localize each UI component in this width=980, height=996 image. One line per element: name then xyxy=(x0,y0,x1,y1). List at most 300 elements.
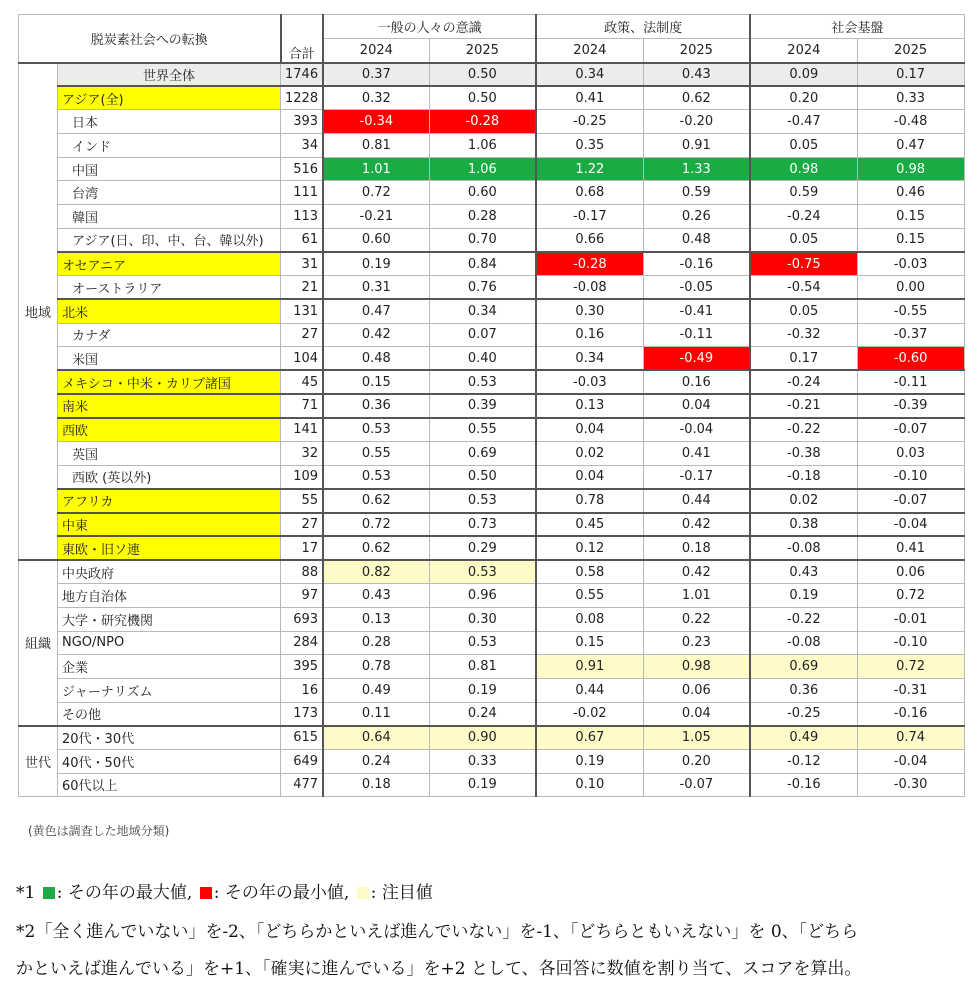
score-cell: 0.72 xyxy=(857,655,964,679)
score-cell: 0.36 xyxy=(323,394,429,418)
score-cell: -0.20 xyxy=(643,110,750,134)
score-cell: -0.32 xyxy=(750,323,857,347)
score-cell: 1.33 xyxy=(643,157,750,181)
table-row xyxy=(19,323,965,347)
row-label: 米国 xyxy=(58,347,281,371)
row-label: 中東 xyxy=(58,513,281,537)
score-cell: 0.43 xyxy=(750,560,857,584)
score-cell: -0.34 xyxy=(323,110,429,134)
count-cell: 104 xyxy=(281,347,324,371)
score-cell: 0.30 xyxy=(429,607,536,631)
score-cell: 0.50 xyxy=(429,63,536,87)
score-cell: 0.62 xyxy=(643,86,750,110)
count-cell: 71 xyxy=(281,394,324,418)
score-cell: -0.07 xyxy=(857,489,964,513)
score-cell: 0.18 xyxy=(643,536,750,560)
count-cell: 395 xyxy=(281,655,324,679)
score-cell: 0.02 xyxy=(750,489,857,513)
score-cell: 0.76 xyxy=(429,276,536,300)
count-cell: 109 xyxy=(281,465,324,489)
score-cell: 0.12 xyxy=(536,536,643,560)
score-cell: 0.96 xyxy=(429,584,536,608)
score-cell: 0.81 xyxy=(429,655,536,679)
footnote-1-mark: *1 xyxy=(16,883,36,903)
score-cell: 0.60 xyxy=(429,181,536,205)
score-cell: -0.24 xyxy=(750,205,857,229)
score-cell: 0.13 xyxy=(536,394,643,418)
score-cell: -0.31 xyxy=(857,678,964,702)
score-cell: 0.60 xyxy=(323,228,429,252)
score-cell: 0.41 xyxy=(857,536,964,560)
score-cell: 0.15 xyxy=(857,205,964,229)
table-row xyxy=(19,560,965,584)
focus-color-swatch xyxy=(357,887,369,899)
count-cell: 27 xyxy=(281,513,324,537)
table-row xyxy=(19,394,965,418)
score-cell: 0.05 xyxy=(750,299,857,323)
score-cell: 0.17 xyxy=(750,347,857,371)
score-cell: 0.16 xyxy=(536,323,643,347)
score-cell: 0.40 xyxy=(429,347,536,371)
score-cell: 0.98 xyxy=(857,157,964,181)
score-cell: 0.53 xyxy=(323,418,429,442)
score-cell: 0.68 xyxy=(536,181,643,205)
score-cell: -0.12 xyxy=(750,749,857,773)
count-cell: 393 xyxy=(281,110,324,134)
score-cell: -0.07 xyxy=(643,773,750,797)
score-cell: -0.10 xyxy=(857,465,964,489)
score-cell: 0.33 xyxy=(857,86,964,110)
table-row xyxy=(19,228,965,252)
table-row xyxy=(19,347,965,371)
score-cell: 0.34 xyxy=(536,347,643,371)
score-cell: 0.32 xyxy=(323,86,429,110)
score-cell: 0.04 xyxy=(643,702,750,726)
count-cell: 27 xyxy=(281,323,324,347)
count-cell: 693 xyxy=(281,607,324,631)
score-cell: -0.11 xyxy=(857,370,964,394)
count-cell: 97 xyxy=(281,584,324,608)
score-cell: 0.06 xyxy=(857,560,964,584)
score-cell: 0.81 xyxy=(323,134,429,158)
count-cell: 1746 xyxy=(281,63,324,87)
score-cell: -0.75 xyxy=(750,252,857,276)
group-header-infrastructure: 社会基盤 xyxy=(750,15,964,39)
row-label: 大学・研究機関 xyxy=(58,607,281,631)
table-row xyxy=(19,749,965,773)
score-cell: -0.11 xyxy=(643,323,750,347)
row-label: 中央政府 xyxy=(58,560,281,584)
score-cell: 0.42 xyxy=(323,323,429,347)
score-cell: 0.24 xyxy=(323,749,429,773)
score-cell: 0.16 xyxy=(643,370,750,394)
table-row xyxy=(19,584,965,608)
score-cell: 0.15 xyxy=(323,370,429,394)
row-label: 西欧 (英以外) xyxy=(58,465,281,489)
table-row xyxy=(19,110,965,134)
score-cell: 0.49 xyxy=(750,726,857,750)
score-cell: -0.08 xyxy=(536,276,643,300)
score-cell: 0.04 xyxy=(536,465,643,489)
score-cell: -0.48 xyxy=(857,110,964,134)
score-cell: -0.03 xyxy=(536,370,643,394)
count-cell: 45 xyxy=(281,370,324,394)
footnote-2-line-1: *2「全く進んでいない」を-2、「どちらかといえば進んでいない」を-1、「どちらともいえない」を 0、「どちら xyxy=(16,922,859,942)
score-cell: 0.55 xyxy=(536,584,643,608)
score-cell: 0.84 xyxy=(429,252,536,276)
table-row xyxy=(19,513,965,537)
score-cell: 0.31 xyxy=(323,276,429,300)
score-cell: 0.43 xyxy=(643,63,750,87)
row-label: 東欧・旧ソ連 xyxy=(58,536,281,560)
row-label: 中国 xyxy=(58,157,281,181)
min-color-swatch xyxy=(200,887,212,899)
score-cell: 0.17 xyxy=(857,63,964,87)
score-cell: -0.22 xyxy=(750,607,857,631)
row-label: 南米 xyxy=(58,394,281,418)
score-cell: -0.21 xyxy=(323,205,429,229)
score-cell: -0.55 xyxy=(857,299,964,323)
score-cell: -0.22 xyxy=(750,418,857,442)
score-cell: 0.55 xyxy=(429,418,536,442)
score-cell: 0.19 xyxy=(750,584,857,608)
count-cell: 111 xyxy=(281,181,324,205)
score-cell: 0.47 xyxy=(857,134,964,158)
row-label: 英国 xyxy=(58,442,281,466)
count-cell: 55 xyxy=(281,489,324,513)
score-cell: -0.30 xyxy=(857,773,964,797)
score-cell: 0.90 xyxy=(429,726,536,750)
score-cell: 0.35 xyxy=(536,134,643,158)
score-cell: 0.98 xyxy=(643,655,750,679)
score-cell: 0.06 xyxy=(643,678,750,702)
score-cell: 0.04 xyxy=(643,394,750,418)
row-label: オセアニア xyxy=(58,252,281,276)
score-cell: 0.72 xyxy=(323,181,429,205)
score-cell: -0.16 xyxy=(643,252,750,276)
table-row xyxy=(19,702,965,726)
score-cell: -0.24 xyxy=(750,370,857,394)
count-cell: 141 xyxy=(281,418,324,442)
score-cell: 0.50 xyxy=(429,465,536,489)
count-header: 合計 xyxy=(281,15,324,63)
score-cell: -0.41 xyxy=(643,299,750,323)
score-cell: 0.33 xyxy=(429,749,536,773)
footnote-min-label: : その年の最小値, xyxy=(213,883,350,903)
count-cell: 113 xyxy=(281,205,324,229)
score-cell: -0.05 xyxy=(643,276,750,300)
footnote-1 xyxy=(16,878,433,903)
count-cell: 1228 xyxy=(281,86,324,110)
score-cell: 0.38 xyxy=(750,513,857,537)
score-cell: 0.05 xyxy=(750,228,857,252)
score-cell: 0.18 xyxy=(323,773,429,797)
score-cell: 0.30 xyxy=(536,299,643,323)
score-cell: 1.05 xyxy=(643,726,750,750)
score-cell: 0.50 xyxy=(429,86,536,110)
score-cell: 0.08 xyxy=(536,607,643,631)
score-cell: 0.19 xyxy=(429,678,536,702)
score-cell: 0.22 xyxy=(643,607,750,631)
count-cell: 17 xyxy=(281,536,324,560)
score-cell: 0.07 xyxy=(429,323,536,347)
count-cell: 88 xyxy=(281,560,324,584)
score-cell: 0.98 xyxy=(750,157,857,181)
score-cell: 0.04 xyxy=(536,418,643,442)
score-cell: -0.25 xyxy=(750,702,857,726)
table-row xyxy=(19,536,965,560)
score-cell: 0.15 xyxy=(857,228,964,252)
score-cell: 0.91 xyxy=(536,655,643,679)
score-cell: 0.36 xyxy=(750,678,857,702)
table-row xyxy=(19,86,965,110)
footnote-2-line-2: かといえば進んでいる」を+1、「確実に進んでいる」を+2 として、各回答に数値を割り当て、スコアを算出。 xyxy=(16,959,862,979)
table-row xyxy=(19,252,965,276)
score-cell: 0.43 xyxy=(323,584,429,608)
table-body xyxy=(19,63,965,797)
score-cell: 0.53 xyxy=(323,465,429,489)
score-cell: -0.01 xyxy=(857,607,964,631)
row-label: 世界全体 xyxy=(58,63,281,87)
score-cell: -0.08 xyxy=(750,536,857,560)
row-label: カナダ xyxy=(58,323,281,347)
score-cell: 0.19 xyxy=(429,773,536,797)
score-cell: 0.70 xyxy=(429,228,536,252)
table-row xyxy=(19,678,965,702)
table-row xyxy=(19,299,965,323)
score-cell: 0.19 xyxy=(323,252,429,276)
row-label: アジア(日、印、中、台、韓以外) xyxy=(58,228,281,252)
score-cell: 0.41 xyxy=(536,86,643,110)
score-cell: 0.24 xyxy=(429,702,536,726)
table-row xyxy=(19,607,965,631)
score-cell: 0.42 xyxy=(643,513,750,537)
score-cell: 0.37 xyxy=(323,63,429,87)
table-row xyxy=(19,773,965,797)
row-label: 地方自治体 xyxy=(58,584,281,608)
score-cell: -0.17 xyxy=(536,205,643,229)
row-label: 20代・30代 xyxy=(58,726,281,750)
table-row xyxy=(19,655,965,679)
count-cell: 284 xyxy=(281,631,324,655)
section-label: 世代 xyxy=(19,726,58,797)
score-cell: 0.46 xyxy=(857,181,964,205)
table-row xyxy=(19,726,965,750)
score-cell: 0.19 xyxy=(536,749,643,773)
group-header-policy: 政策、法制度 xyxy=(536,15,750,39)
count-cell: 32 xyxy=(281,442,324,466)
row-label: メキシコ・中米・カリブ諸国 xyxy=(58,370,281,394)
row-label: 台湾 xyxy=(58,181,281,205)
score-cell: -0.04 xyxy=(643,418,750,442)
score-cell: 0.72 xyxy=(323,513,429,537)
score-cell: 1.01 xyxy=(323,157,429,181)
score-cell: 0.78 xyxy=(536,489,643,513)
year-header: 2025 xyxy=(429,39,536,63)
score-cell: 0.59 xyxy=(643,181,750,205)
score-cell: 0.53 xyxy=(429,370,536,394)
table-row xyxy=(19,205,965,229)
table-row xyxy=(19,157,965,181)
group-header-public: 一般の人々の意識 xyxy=(323,15,536,39)
score-cell: 0.20 xyxy=(750,86,857,110)
row-label: 企業 xyxy=(58,655,281,679)
score-cell: 0.00 xyxy=(857,276,964,300)
score-cell: 0.28 xyxy=(429,205,536,229)
score-cell: -0.16 xyxy=(857,702,964,726)
score-cell: -0.17 xyxy=(643,465,750,489)
table-row xyxy=(19,418,965,442)
score-cell: 0.64 xyxy=(323,726,429,750)
score-cell: 0.44 xyxy=(536,678,643,702)
score-cell: -0.21 xyxy=(750,394,857,418)
score-cell: 0.10 xyxy=(536,773,643,797)
year-header: 2024 xyxy=(323,39,429,63)
footnote-focus-label: : 注目値 xyxy=(370,883,433,903)
table-row xyxy=(19,442,965,466)
count-cell: 61 xyxy=(281,228,324,252)
row-label: アフリカ xyxy=(58,489,281,513)
count-cell: 31 xyxy=(281,252,324,276)
row-label: ジャーナリズム xyxy=(58,678,281,702)
score-cell: -0.38 xyxy=(750,442,857,466)
score-cell: -0.28 xyxy=(429,110,536,134)
score-cell: 0.66 xyxy=(536,228,643,252)
score-cell: -0.28 xyxy=(536,252,643,276)
table-row xyxy=(19,370,965,394)
score-cell: -0.54 xyxy=(750,276,857,300)
score-cell: 0.62 xyxy=(323,489,429,513)
row-label: 北米 xyxy=(58,299,281,323)
count-cell: 131 xyxy=(281,299,324,323)
score-cell: 0.59 xyxy=(750,181,857,205)
score-cell: -0.16 xyxy=(750,773,857,797)
score-cell: -0.08 xyxy=(750,631,857,655)
section-label: 組織 xyxy=(19,560,58,726)
count-cell: 21 xyxy=(281,276,324,300)
year-header: 2024 xyxy=(750,39,857,63)
score-cell: 0.23 xyxy=(643,631,750,655)
score-cell: 1.06 xyxy=(429,157,536,181)
section-label: 地域 xyxy=(19,63,58,560)
score-cell: -0.04 xyxy=(857,513,964,537)
table-title: 脱炭素社会への転換 xyxy=(19,15,281,63)
count-cell: 649 xyxy=(281,749,324,773)
score-cell: 0.15 xyxy=(536,631,643,655)
count-cell: 16 xyxy=(281,678,324,702)
row-label: その他 xyxy=(58,702,281,726)
score-cell: 0.67 xyxy=(536,726,643,750)
max-color-swatch xyxy=(43,887,55,899)
score-cell: 0.20 xyxy=(643,749,750,773)
score-cell: 0.34 xyxy=(429,299,536,323)
score-cell: 0.03 xyxy=(857,442,964,466)
row-label: 40代・50代 xyxy=(58,749,281,773)
score-cell: 0.78 xyxy=(323,655,429,679)
row-label: 60代以上 xyxy=(58,773,281,797)
score-cell: -0.60 xyxy=(857,347,964,371)
score-cell: 0.02 xyxy=(536,442,643,466)
count-cell: 173 xyxy=(281,702,324,726)
table-row xyxy=(19,465,965,489)
score-cell: 0.72 xyxy=(857,584,964,608)
year-header: 2024 xyxy=(536,39,643,63)
score-cell: 0.74 xyxy=(857,726,964,750)
year-header: 2025 xyxy=(643,39,750,63)
score-cell: 0.09 xyxy=(750,63,857,87)
count-cell: 516 xyxy=(281,157,324,181)
score-cell: -0.49 xyxy=(643,347,750,371)
score-cell: -0.25 xyxy=(536,110,643,134)
table-row xyxy=(19,489,965,513)
score-cell: 0.53 xyxy=(429,631,536,655)
score-cell: 0.82 xyxy=(323,560,429,584)
score-table xyxy=(18,14,965,797)
table-header xyxy=(19,15,965,63)
score-cell: -0.18 xyxy=(750,465,857,489)
year-header: 2025 xyxy=(857,39,964,63)
score-cell: 1.01 xyxy=(643,584,750,608)
footnote-max-label: : その年の最大値, xyxy=(56,883,193,903)
score-cell: 0.69 xyxy=(429,442,536,466)
table-row xyxy=(19,181,965,205)
score-cell: 0.44 xyxy=(643,489,750,513)
table-row xyxy=(19,631,965,655)
score-cell: -0.47 xyxy=(750,110,857,134)
score-cell: 0.69 xyxy=(750,655,857,679)
score-cell: 0.13 xyxy=(323,607,429,631)
score-cell: 0.39 xyxy=(429,394,536,418)
score-cell: 0.48 xyxy=(323,347,429,371)
score-cell: 0.28 xyxy=(323,631,429,655)
table-row xyxy=(19,276,965,300)
score-cell: 0.11 xyxy=(323,702,429,726)
row-label: アジア(全) xyxy=(58,86,281,110)
count-cell: 34 xyxy=(281,134,324,158)
score-cell: 0.47 xyxy=(323,299,429,323)
row-label: NGO/NPO xyxy=(58,631,281,655)
score-cell: 0.26 xyxy=(643,205,750,229)
row-label: 日本 xyxy=(58,110,281,134)
count-cell: 477 xyxy=(281,773,324,797)
score-cell: -0.39 xyxy=(857,394,964,418)
table-row xyxy=(19,63,965,87)
score-cell: 1.22 xyxy=(536,157,643,181)
score-cell: 0.49 xyxy=(323,678,429,702)
score-cell: 0.34 xyxy=(536,63,643,87)
count-cell: 615 xyxy=(281,726,324,750)
region-color-caption: (黄色は調査した地域分類) xyxy=(28,824,170,838)
score-cell: -0.03 xyxy=(857,252,964,276)
score-cell: 0.91 xyxy=(643,134,750,158)
row-label: 西欧 xyxy=(58,418,281,442)
score-cell: -0.02 xyxy=(536,702,643,726)
score-cell: -0.04 xyxy=(857,749,964,773)
row-label: オーストラリア xyxy=(58,276,281,300)
score-cell: 0.42 xyxy=(643,560,750,584)
score-cell: 0.62 xyxy=(323,536,429,560)
score-cell: 0.55 xyxy=(323,442,429,466)
row-label: 韓国 xyxy=(58,205,281,229)
score-cell: 0.53 xyxy=(429,560,536,584)
row-label: インド xyxy=(58,134,281,158)
score-cell: 0.58 xyxy=(536,560,643,584)
score-cell: -0.07 xyxy=(857,418,964,442)
table-row xyxy=(19,134,965,158)
score-cell: 0.73 xyxy=(429,513,536,537)
score-cell: -0.37 xyxy=(857,323,964,347)
score-cell: 0.53 xyxy=(429,489,536,513)
